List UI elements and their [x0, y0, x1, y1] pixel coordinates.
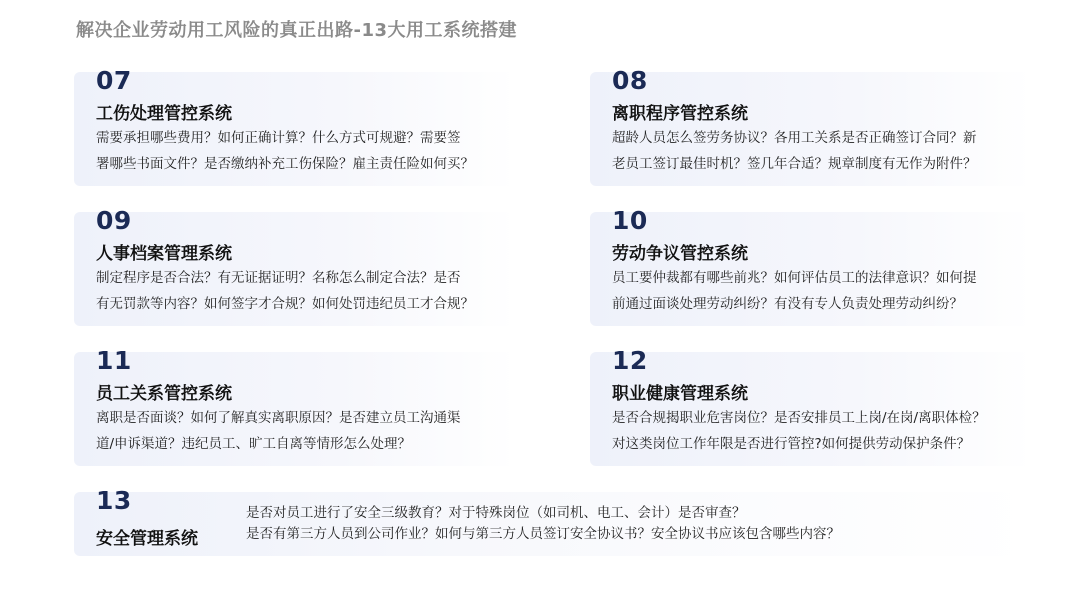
system-card-09 [74, 206, 516, 326]
page-title: 解决企业劳动用工风险的真正出路-13大用工系统搭建 [76, 20, 518, 41]
system-card-08 [590, 66, 1032, 186]
description-line: 制定程序是否合法？有无证据证明？名称怎么制定合法？是否 [96, 270, 461, 286]
description-line: 道/申诉渠道？违纪员工、旷工自离等情形怎么处理？ [96, 436, 412, 452]
description-line: 员工要仲裁都有哪些前兆？如何评估员工的法律意识？如何提 [612, 270, 977, 286]
card-number: 11 [96, 346, 132, 375]
card-title: 人事档案管理系统 [96, 244, 232, 264]
card-number: 10 [612, 206, 648, 235]
system-card-10 [590, 206, 1032, 326]
card-title: 职业健康管理系统 [612, 384, 748, 404]
description-line: 离职是否面谈？如何了解真实离职原因？是否建立员工沟通渠 [96, 410, 461, 426]
description-line: 是否有第三方人员到公司作业？如何与第三方人员签订安全协议书？安全协议书应该包含哪些内容？ [246, 526, 840, 542]
system-card-11 [74, 346, 516, 466]
description-line: 超龄人员怎么签劳务协议？各用工关系是否正确签订合同？新 [612, 130, 977, 146]
card-description [612, 405, 1032, 457]
system-card-07 [74, 66, 516, 186]
card-number: 08 [612, 66, 648, 95]
description-line: 老员工签订最佳时机？签几年合适？规章制度有无作为附件？ [612, 156, 977, 172]
description-line: 有无罚款等内容？如何签字才合规？如何处罚违纪员工才合规？ [96, 296, 474, 312]
description-line: 前通过面谈处理劳动纠纷？有没有专人负责处理劳动纠纷？ [612, 296, 963, 312]
card-description [96, 125, 516, 177]
card-description [246, 503, 1006, 545]
description-line: 是否对员工进行了安全三级教育？对于特殊岗位（如司机、电工、会计）是否审查？ [246, 505, 746, 521]
card-number: 13 [96, 486, 132, 515]
card-number: 07 [96, 66, 132, 95]
card-number: 09 [96, 206, 132, 235]
description-line: 署哪些书面文件？是否缴纳补充工伤保险？雇主责任险如何买？ [96, 156, 474, 172]
card-description [612, 125, 1032, 177]
card-title: 员工关系管控系统 [96, 384, 232, 404]
card-title: 离职程序管控系统 [612, 104, 748, 124]
card-title: 劳动争议管控系统 [612, 244, 748, 264]
description-line: 是否合规揭职业危害岗位？是否安排员工上岗/在岗/离职体检？ [612, 410, 986, 426]
card-title: 工伤处理管控系统 [96, 104, 232, 124]
description-line: 需要承担哪些费用？如何正确计算？什么方式可规避？需要签 [96, 130, 461, 146]
system-card-13 [74, 486, 1032, 556]
card-description [96, 405, 516, 457]
card-description [96, 265, 516, 317]
system-card-12 [590, 346, 1032, 466]
card-description [612, 265, 1032, 317]
card-number: 12 [612, 346, 648, 375]
description-line: 对这类岗位工作年限是否进行管控?如何提供劳动保护条件？ [612, 436, 971, 452]
card-title: 安全管理系统 [96, 529, 198, 549]
